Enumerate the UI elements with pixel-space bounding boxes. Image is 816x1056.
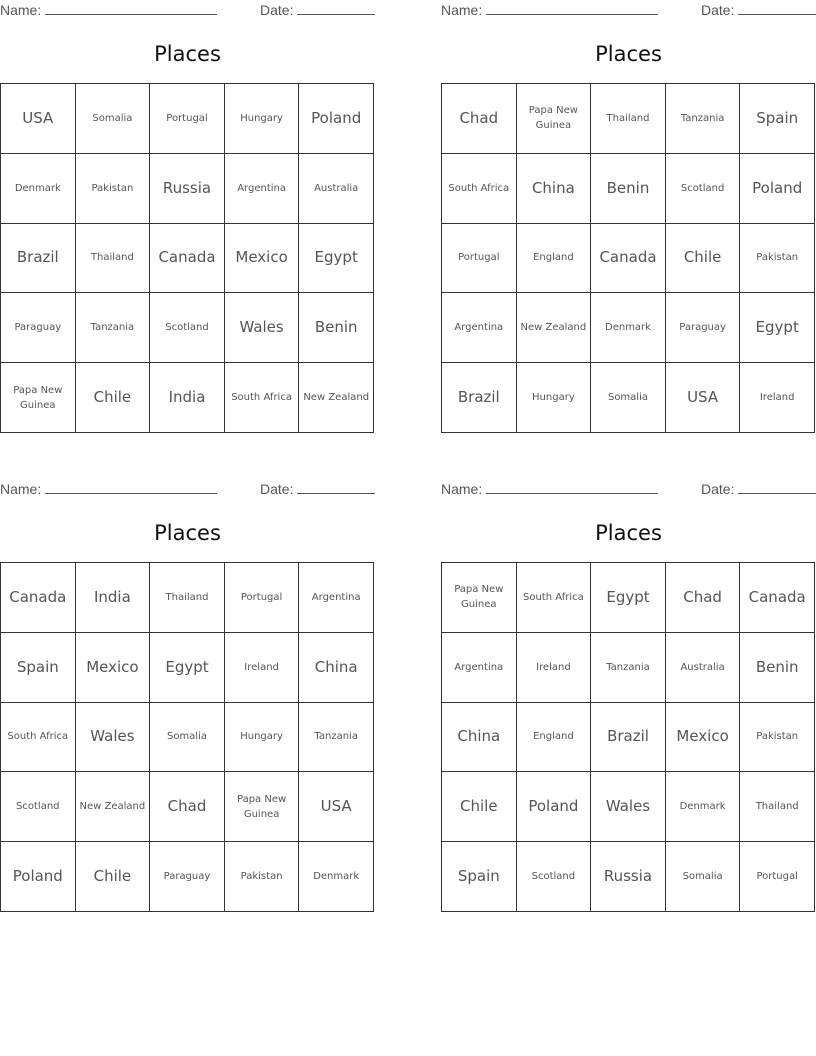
bingo-cell[interactable]: South Africa bbox=[225, 363, 300, 433]
name-blank[interactable] bbox=[45, 481, 217, 494]
bingo-cell[interactable]: Brazil bbox=[442, 363, 517, 433]
bingo-cell[interactable]: Paraguay bbox=[150, 842, 225, 912]
name-blank[interactable] bbox=[486, 481, 658, 494]
bingo-cell[interactable]: Somalia bbox=[591, 363, 666, 433]
bingo-cell[interactable]: China bbox=[517, 154, 592, 224]
bingo-cell[interactable]: Chad bbox=[150, 772, 225, 842]
bingo-cell[interactable]: Chile bbox=[76, 363, 151, 433]
date-label: Date: bbox=[701, 481, 735, 497]
bingo-cell[interactable]: Portugal bbox=[150, 84, 225, 154]
bingo-cell[interactable]: Wales bbox=[591, 772, 666, 842]
bingo-cell[interactable]: Mexico bbox=[225, 224, 300, 294]
bingo-cell[interactable]: Egypt bbox=[591, 563, 666, 633]
bingo-card bbox=[441, 0, 816, 432]
bingo-grid bbox=[441, 83, 815, 433]
name-label: Name: bbox=[0, 481, 42, 497]
card-header bbox=[441, 481, 816, 501]
bingo-cell[interactable]: Poland bbox=[1, 842, 76, 912]
bingo-cell[interactable]: Canada bbox=[740, 563, 815, 633]
bingo-cell[interactable]: Thailand bbox=[740, 772, 815, 842]
bingo-cell[interactable]: Egypt bbox=[299, 224, 374, 294]
bingo-cell[interactable]: Ireland bbox=[225, 633, 300, 703]
name-field[interactable] bbox=[0, 2, 217, 18]
bingo-cell[interactable]: Brazil bbox=[591, 703, 666, 773]
bingo-cell[interactable]: Ireland bbox=[740, 363, 815, 433]
bingo-cell[interactable]: Scotland bbox=[150, 293, 225, 363]
bingo-cell[interactable]: Spain bbox=[442, 842, 517, 912]
bingo-cell[interactable]: Thailand bbox=[76, 224, 151, 294]
bingo-grid bbox=[0, 83, 374, 433]
bingo-cell[interactable]: Poland bbox=[299, 84, 374, 154]
bingo-cell[interactable]: Benin bbox=[299, 293, 374, 363]
bingo-cell[interactable]: Russia bbox=[591, 842, 666, 912]
bingo-cell[interactable]: Somalia bbox=[666, 842, 741, 912]
bingo-cell[interactable]: India bbox=[76, 563, 151, 633]
bingo-cell[interactable]: Scotland bbox=[517, 842, 592, 912]
bingo-cell[interactable]: Somalia bbox=[76, 84, 151, 154]
bingo-card bbox=[0, 479, 375, 911]
bingo-cell[interactable]: South Africa bbox=[1, 703, 76, 773]
bingo-cell[interactable]: Canada bbox=[150, 224, 225, 294]
card-title: Places bbox=[154, 42, 221, 66]
bingo-cell[interactable]: Paraguay bbox=[1, 293, 76, 363]
bingo-cell[interactable]: Paraguay bbox=[666, 293, 741, 363]
bingo-grid bbox=[0, 562, 374, 912]
bingo-cell[interactable]: Russia bbox=[150, 154, 225, 224]
bingo-cell[interactable]: Benin bbox=[591, 154, 666, 224]
card-title: Places bbox=[595, 521, 662, 545]
card-header bbox=[0, 2, 375, 22]
bingo-cell[interactable]: Benin bbox=[740, 633, 815, 703]
date-label: Date: bbox=[260, 481, 294, 497]
name-field[interactable] bbox=[441, 481, 658, 497]
bingo-cell[interactable]: New Zealand bbox=[299, 363, 374, 433]
bingo-cell[interactable]: USA bbox=[1, 84, 76, 154]
bingo-cell[interactable]: Argentina bbox=[442, 293, 517, 363]
bingo-cell[interactable]: Pakistan bbox=[76, 154, 151, 224]
bingo-cell[interactable]: Australia bbox=[299, 154, 374, 224]
bingo-cell[interactable]: Mexico bbox=[666, 703, 741, 773]
bingo-cell[interactable]: Canada bbox=[591, 224, 666, 294]
bingo-cell[interactable]: Denmark bbox=[666, 772, 741, 842]
bingo-cell[interactable]: Chile bbox=[442, 772, 517, 842]
name-field[interactable] bbox=[0, 481, 217, 497]
name-blank[interactable] bbox=[486, 2, 658, 15]
bingo-cell[interactable]: South Africa bbox=[517, 563, 592, 633]
bingo-card bbox=[441, 479, 816, 911]
bingo-cell[interactable]: Denmark bbox=[299, 842, 374, 912]
date-field[interactable] bbox=[701, 2, 816, 18]
date-label: Date: bbox=[701, 2, 735, 18]
date-label: Date: bbox=[260, 2, 294, 18]
bingo-cell[interactable]: Pakistan bbox=[225, 842, 300, 912]
bingo-cell[interactable]: Argentina bbox=[225, 154, 300, 224]
date-blank[interactable] bbox=[297, 2, 375, 15]
bingo-cell[interactable]: Chad bbox=[442, 84, 517, 154]
bingo-cell[interactable]: Argentina bbox=[442, 633, 517, 703]
date-blank[interactable] bbox=[738, 481, 816, 494]
bingo-cell[interactable]: USA bbox=[666, 363, 741, 433]
bingo-cell[interactable]: Thailand bbox=[591, 84, 666, 154]
bingo-cell[interactable]: New Zealand bbox=[76, 772, 151, 842]
bingo-cell[interactable]: Canada bbox=[1, 563, 76, 633]
bingo-cell[interactable]: Tanzania bbox=[666, 84, 741, 154]
bingo-cell[interactable]: Scotland bbox=[1, 772, 76, 842]
bingo-cell[interactable]: India bbox=[150, 363, 225, 433]
date-blank[interactable] bbox=[297, 481, 375, 494]
bingo-cell[interactable]: Egypt bbox=[740, 293, 815, 363]
card-header bbox=[0, 481, 375, 501]
bingo-cell[interactable]: China bbox=[442, 703, 517, 773]
bingo-cell[interactable]: Papa New Guinea bbox=[225, 772, 300, 842]
bingo-cell[interactable]: Papa New Guinea bbox=[442, 563, 517, 633]
bingo-cell[interactable]: Brazil bbox=[1, 224, 76, 294]
bingo-cell[interactable]: England bbox=[517, 703, 592, 773]
bingo-cell[interactable]: USA bbox=[299, 772, 374, 842]
bingo-cell[interactable]: Spain bbox=[740, 84, 815, 154]
bingo-card bbox=[0, 0, 375, 432]
bingo-cell[interactable]: Tanzania bbox=[299, 703, 374, 773]
bingo-cell[interactable]: Wales bbox=[76, 703, 151, 773]
card-title: Places bbox=[154, 521, 221, 545]
bingo-cell[interactable]: Spain bbox=[1, 633, 76, 703]
card-header bbox=[441, 2, 816, 22]
bingo-cell[interactable]: Scotland bbox=[666, 154, 741, 224]
bingo-cell[interactable]: Portugal bbox=[740, 842, 815, 912]
bingo-cell[interactable]: Argentina bbox=[299, 563, 374, 633]
bingo-cell[interactable]: Mexico bbox=[76, 633, 151, 703]
bingo-cell[interactable]: Portugal bbox=[225, 563, 300, 633]
bingo-cell[interactable]: Papa New Guinea bbox=[1, 363, 76, 433]
name-field[interactable] bbox=[441, 2, 658, 18]
bingo-cell[interactable]: Chad bbox=[666, 563, 741, 633]
bingo-grid bbox=[441, 562, 815, 912]
name-label: Name: bbox=[0, 2, 42, 18]
bingo-cell[interactable]: Thailand bbox=[150, 563, 225, 633]
date-field[interactable] bbox=[260, 2, 375, 18]
bingo-cell[interactable]: South Africa bbox=[442, 154, 517, 224]
date-field[interactable] bbox=[260, 481, 375, 497]
bingo-cell[interactable]: Poland bbox=[740, 154, 815, 224]
bingo-cell[interactable]: Poland bbox=[517, 772, 592, 842]
bingo-cell[interactable]: Chile bbox=[76, 842, 151, 912]
bingo-cell[interactable]: Hungary bbox=[225, 84, 300, 154]
name-label: Name: bbox=[441, 2, 483, 18]
bingo-cell[interactable]: Australia bbox=[666, 633, 741, 703]
date-field[interactable] bbox=[701, 481, 816, 497]
bingo-cell[interactable]: Hungary bbox=[225, 703, 300, 773]
bingo-cell[interactable]: Somalia bbox=[150, 703, 225, 773]
bingo-cell[interactable]: England bbox=[517, 224, 592, 294]
bingo-cell[interactable]: Pakistan bbox=[740, 703, 815, 773]
name-label: Name: bbox=[441, 481, 483, 497]
bingo-cell[interactable]: Denmark bbox=[591, 293, 666, 363]
bingo-cell[interactable]: Papa New Guinea bbox=[517, 84, 592, 154]
card-title: Places bbox=[595, 42, 662, 66]
bingo-cell[interactable]: New Zealand bbox=[517, 293, 592, 363]
bingo-cell[interactable]: Ireland bbox=[517, 633, 592, 703]
bingo-cell[interactable]: Chile bbox=[666, 224, 741, 294]
bingo-cell[interactable]: Hungary bbox=[517, 363, 592, 433]
bingo-cell[interactable]: Denmark bbox=[1, 154, 76, 224]
bingo-cell[interactable]: Egypt bbox=[150, 633, 225, 703]
bingo-cell[interactable]: Tanzania bbox=[591, 633, 666, 703]
bingo-cell[interactable]: China bbox=[299, 633, 374, 703]
bingo-cell[interactable]: Pakistan bbox=[740, 224, 815, 294]
name-blank[interactable] bbox=[45, 2, 217, 15]
date-blank[interactable] bbox=[738, 2, 816, 15]
bingo-cell[interactable]: Tanzania bbox=[76, 293, 151, 363]
bingo-cell[interactable]: Wales bbox=[225, 293, 300, 363]
bingo-cell[interactable]: Portugal bbox=[442, 224, 517, 294]
